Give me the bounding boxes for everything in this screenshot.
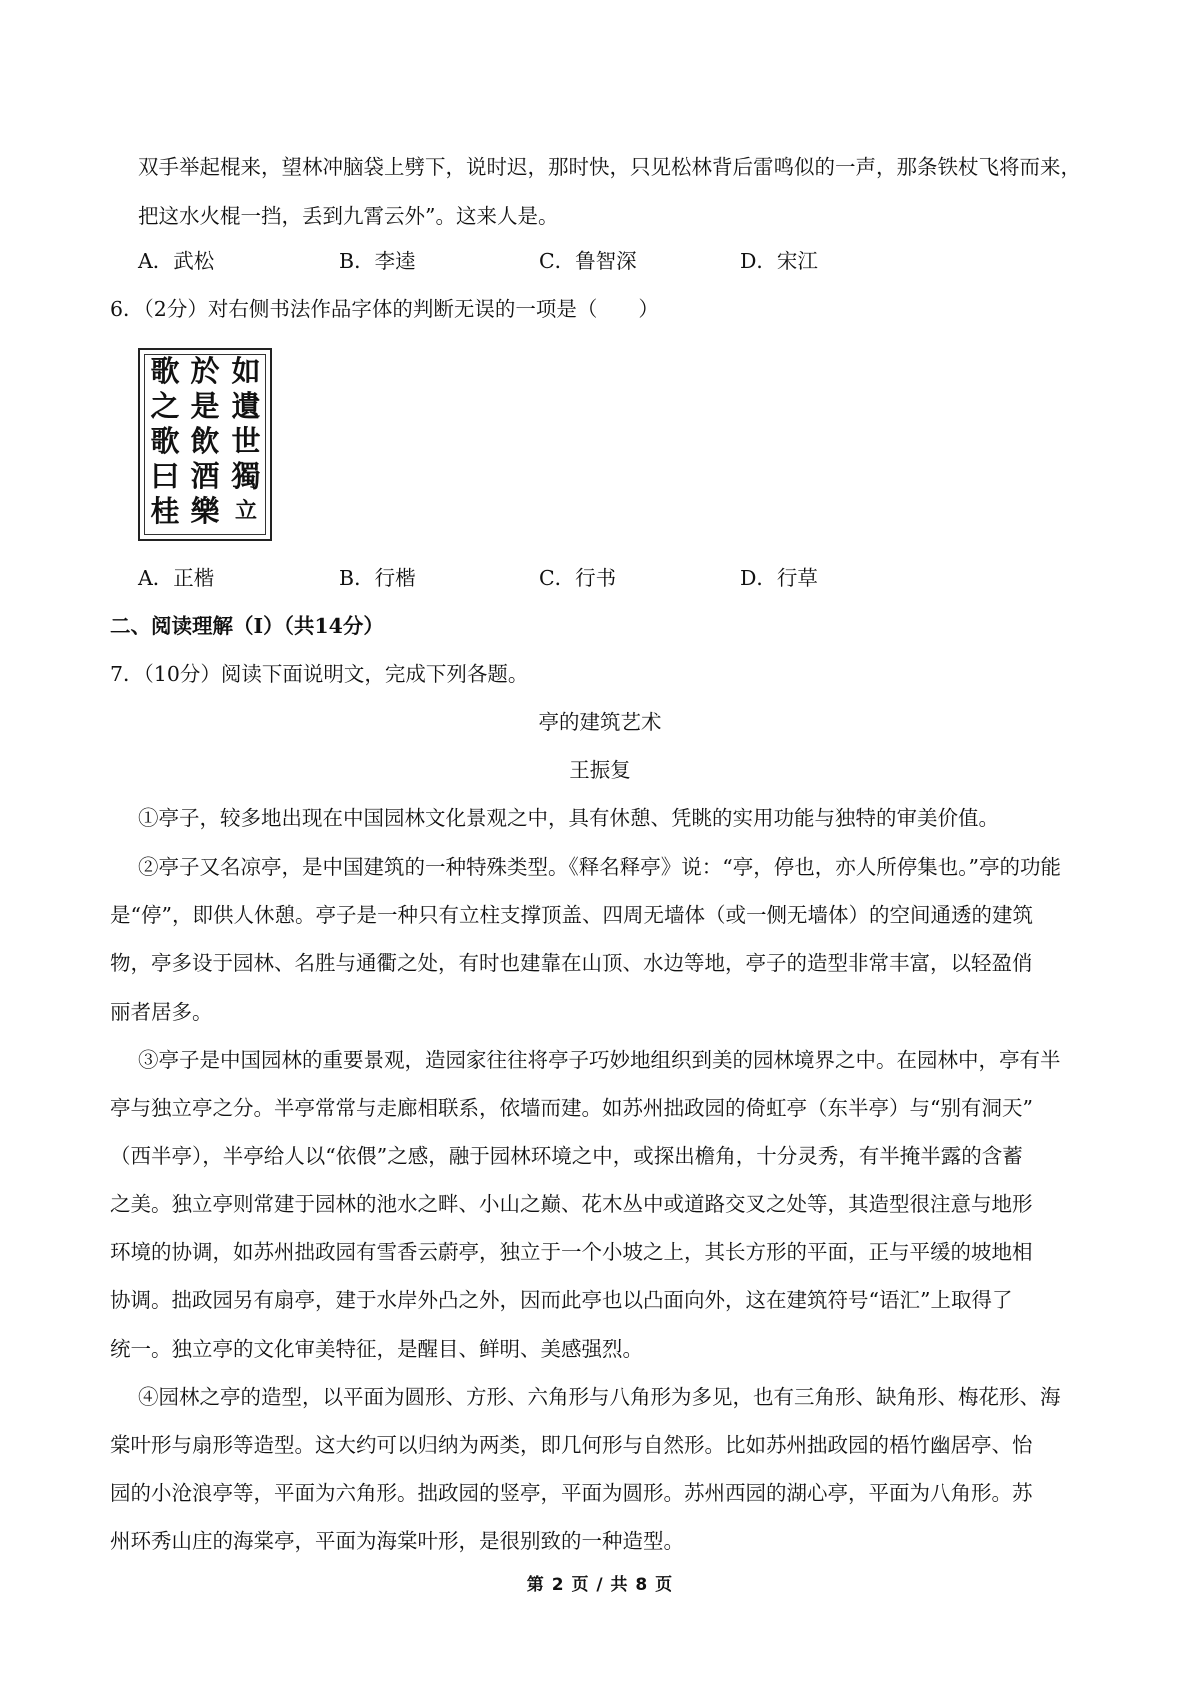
q6-option-c: C．行书 — [539, 566, 617, 590]
calligraphy-char: 曰 — [150, 459, 180, 493]
section-heading-part: 分） — [342, 614, 384, 638]
article-line: 亭与独立亭之分。半亭常常与走廊相联系，依墙而建。如苏州拙政园的倚虹亭（东半亭）与“别有洞天” — [110, 1096, 1033, 1120]
q5-option-a: A．武松 — [138, 249, 215, 273]
article-line: 统一。独立亭的文化审美特征，是醒目、鲜明、美感强烈。 — [110, 1337, 643, 1361]
q5-text-line-1: 双手举起棍来，望林冲脑袋上劈下，说时迟，那时快，只见松林背后雷鸣似的一声，那条铁杖飞将而来， — [138, 155, 1081, 179]
q6-option-a: A．正楷 — [138, 566, 215, 590]
calligraphy-char: 於 — [190, 354, 220, 388]
calligraphy-char: 歌 — [150, 354, 180, 388]
section-heading — [110, 611, 384, 641]
calligraphy-char: 如 — [231, 354, 261, 388]
section-heading-part: ）（共 — [263, 614, 315, 638]
calligraphy-column-1 — [226, 354, 266, 529]
article-line: 棠叶形与扇形等造型。这大约可以归纳为两类，即几何形与自然形。比如苏州拙政园的梧竹幽居亭、怡 — [110, 1433, 1033, 1457]
q5-option-b: B．李逵 — [339, 249, 416, 273]
article-line: ②亭子又名凉亭，是中国建筑的一种特殊类型。《释名释亭》说：“亭，停也，亦人所停集也。”亭的功能 — [138, 855, 1061, 879]
article-line: ③亭子是中国园林的重要景观，造园家往往将亭子巧妙地组织到美的园林境界之中。在园林中，亭有半 — [138, 1048, 1061, 1072]
article-title: 亭的建筑艺术 — [538, 710, 662, 734]
article-line: 园的小沧浪亭等，平面为六角形。拙政园的竖亭，平面为圆形。苏州西园的湖心亭，平面为八角形。苏 — [110, 1481, 1033, 1505]
q7-stem: 7．（10分）阅读下面说明文，完成下列各题。 — [110, 662, 529, 686]
calligraphy-char: 桂 — [150, 494, 180, 528]
calligraphy-char: 是 — [190, 389, 220, 423]
article-line: 之美。独立亭则常建于园林的池水之畔、小山之巅、花木丛中或道路交叉之处等，其造型很注意与地形 — [110, 1192, 1033, 1216]
article-line: 环境的协调，如苏州拙政园有雪香云蔚亭，独立于一个小坡之上，其长方形的平面，正与平缓的坡地相 — [110, 1240, 1033, 1264]
calligraphy-column-2 — [185, 354, 225, 529]
page-footer: 第 2 页 / 共 8 页 — [526, 1575, 674, 1595]
calligraphy-char: 歌 — [150, 424, 180, 458]
calligraphy-image — [138, 348, 272, 541]
calligraphy-char: 獨 — [231, 459, 261, 493]
calligraphy-column-3 — [145, 354, 185, 529]
q5-option-d: D．宋江 — [740, 249, 818, 273]
article-line: 是“停”，即供人休憩。亭子是一种只有立柱支撑顶盖、四周无墙体（或一侧无墙体）的空间通透的建筑 — [110, 903, 1033, 927]
article-line: 丽者居多。 — [110, 1000, 213, 1024]
calligraphy-char: 樂 — [190, 494, 220, 528]
calligraphy-char: 飲 — [190, 424, 220, 458]
q5-text-line-2: 把这水火棍一挡，丢到九霄云外”。这来人是。 — [138, 204, 559, 228]
article-line: 协调。拙政园另有扇亭，建于水岸外凸之外，因而此亭也以凸面向外，这在建筑符号“语汇”上取得了 — [110, 1288, 1013, 1312]
article-author: 王振复 — [569, 758, 631, 782]
q6-stem: 6．（2分）对右侧书法作品字体的判断无误的一项是（ ） — [110, 297, 659, 321]
article-line: ①亭子，较多地出现在中国园林文化景观之中，具有休憩、凭眺的实用功能与独特的审美价值。 — [138, 806, 999, 830]
article-line: （西半亭），半亭给人以“依偎”之感，融于园林环境之中，或探出檐角，十分灵秀，有半掩半露的含蓄 — [110, 1144, 1023, 1168]
article-line: 物，亭多设于园林、名胜与通衢之处，有时也建靠在山顶、水边等地，亭子的造型非常丰富，以轻盈俏 — [110, 951, 1033, 975]
calligraphy-char: 酒 — [190, 459, 220, 493]
section-heading-roman: Ⅰ — [253, 614, 264, 638]
calligraphy-char: 之 — [150, 389, 180, 423]
q6-option-d: D．行草 — [740, 566, 818, 590]
section-heading-score: 14 — [314, 614, 343, 638]
q6-option-b: B．行楷 — [339, 566, 416, 590]
article-line: 州环秀山庄的海棠亭，平面为海棠叶形，是很别致的一种造型。 — [110, 1529, 684, 1553]
section-heading-part: 二、阅读理解（ — [110, 614, 254, 638]
calligraphy-char: 立 — [234, 498, 257, 524]
calligraphy-char: 遺 — [231, 389, 261, 423]
q5-option-c: C．鲁智深 — [539, 249, 637, 273]
calligraphy-char: 世 — [231, 424, 261, 458]
article-line: ④园林之亭的造型，以平面为圆形、方形、六角形与八角形为多见，也有三角形、缺角形、梅花形、海 — [138, 1385, 1061, 1409]
